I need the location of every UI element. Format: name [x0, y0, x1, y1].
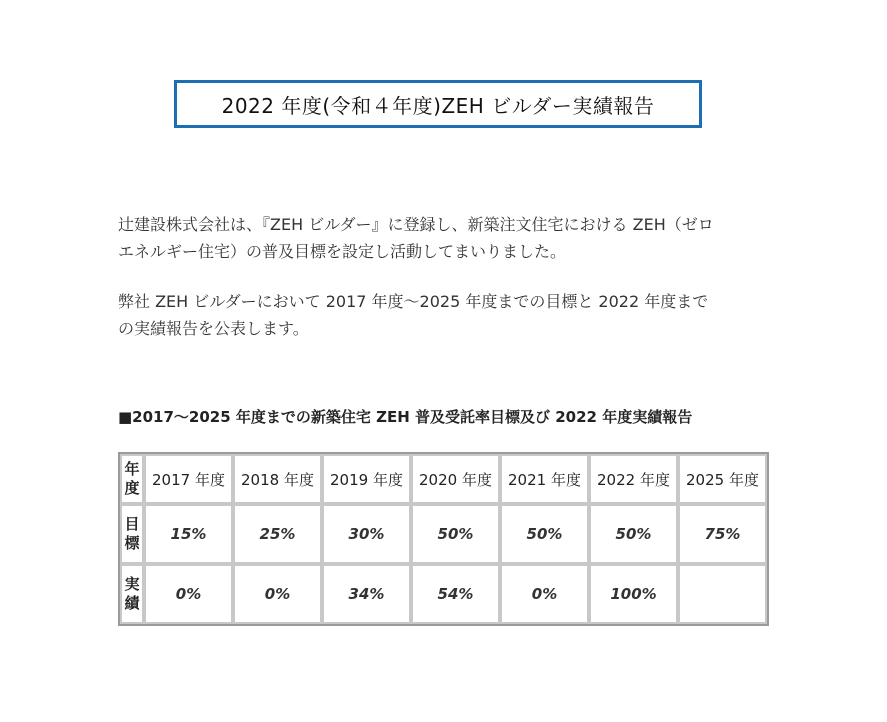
section-heading: ■2017～2025 年度までの新築住宅 ZEH 普及受託率目標及び 2022 年度実績報告: [118, 408, 693, 426]
actual-cell: 100%: [589, 564, 678, 624]
row-label-actual: [120, 564, 144, 624]
disclosure-paragraph: [118, 288, 778, 342]
target-cell: 30%: [322, 504, 411, 564]
title-box: [174, 80, 702, 128]
target-cell: 50%: [411, 504, 500, 564]
year-cell: 2020 年度: [411, 454, 500, 504]
row-label-char: 標: [124, 534, 140, 552]
actual-cell: [678, 564, 767, 624]
target-cell: 25%: [233, 504, 322, 564]
intro-line-2: エネルギー住宅）の普及目標を設定し活動してまいりました。: [118, 242, 567, 261]
year-cell: 2018 年度: [233, 454, 322, 504]
actual-cell: 34%: [322, 564, 411, 624]
row-label-char: 績: [124, 594, 140, 612]
table-row-actual: [120, 564, 767, 624]
year-cell: 2021 年度: [500, 454, 589, 504]
page-title: 2022 年度(令和４年度)ZEH ビルダー実績報告: [221, 93, 655, 118]
target-cell: 15%: [144, 504, 233, 564]
year-cell: 2022 年度: [589, 454, 678, 504]
row-label-char: 目: [124, 515, 140, 533]
disclosure-line-2: の実績報告を公表します。: [118, 319, 309, 338]
year-cell: 2025 年度: [678, 454, 767, 504]
intro-line-1: 辻建設株式会社は、『ZEH ビルダー』に登録し、新築注文住宅における ZEH（ゼロ: [118, 215, 714, 234]
target-cell: 75%: [678, 504, 767, 564]
year-cell: 2019 年度: [322, 454, 411, 504]
actual-cell: 0%: [144, 564, 233, 624]
actual-cell: 54%: [411, 564, 500, 624]
row-label-target: [120, 504, 144, 564]
disclosure-line-1: 弊社 ZEH ビルダーにおいて 2017 年度～2025 年度までの目標と 2022 年度まで: [118, 292, 709, 311]
actual-cell: 0%: [500, 564, 589, 624]
row-label-year: [120, 454, 144, 504]
target-cell: 50%: [500, 504, 589, 564]
row-label-char: 年: [124, 460, 140, 478]
table-row-year: [120, 454, 767, 504]
zeh-report-table: [118, 452, 769, 626]
table-row-target: [120, 504, 767, 564]
year-cell: 2017 年度: [144, 454, 233, 504]
target-cell: 50%: [589, 504, 678, 564]
row-label-char: 実: [124, 575, 140, 593]
actual-cell: 0%: [233, 564, 322, 624]
row-label-char: 度: [124, 479, 140, 497]
intro-paragraph: [118, 211, 778, 265]
